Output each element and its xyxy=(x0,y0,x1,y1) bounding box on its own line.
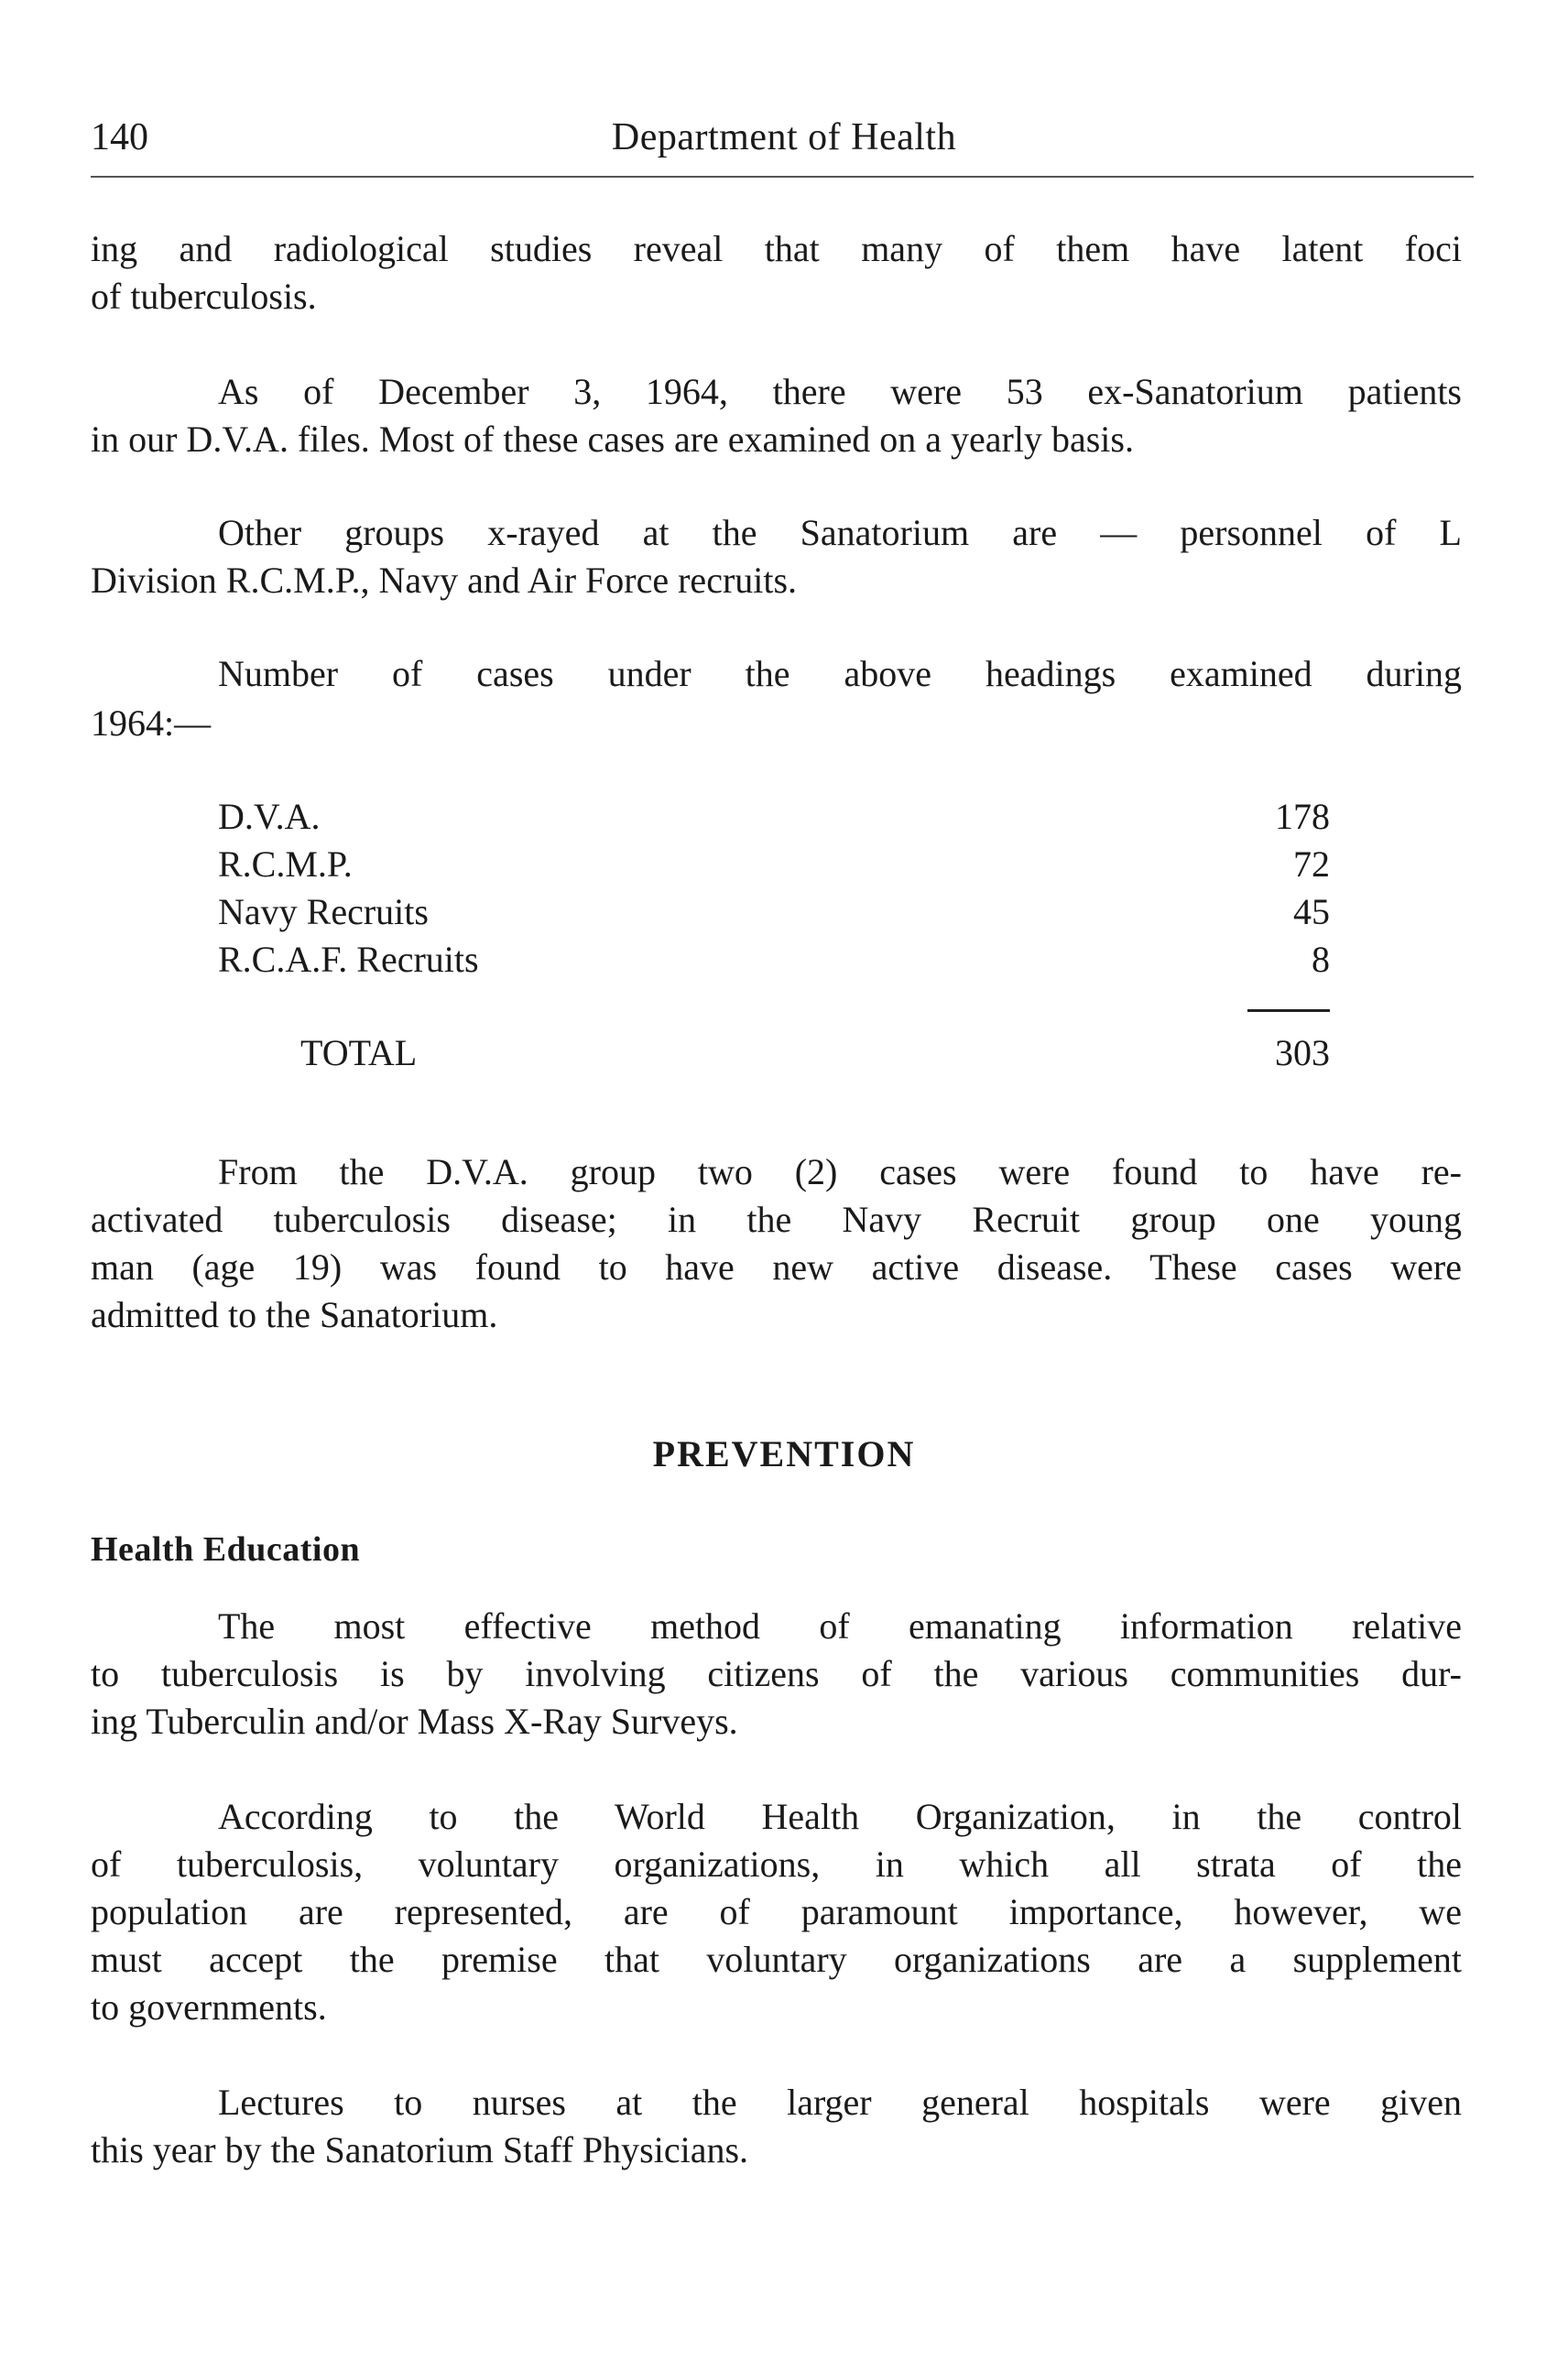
paragraph-line: ing and radiological studies reveal that many of them have latent foci xyxy=(91,228,1462,269)
running-title: Department of Health xyxy=(611,116,957,158)
table-row-value: 72 xyxy=(1293,843,1330,885)
table-row-label: Navy Recruits xyxy=(218,891,429,932)
paragraph-line: According to the World Health Organization, in the control xyxy=(218,1796,1462,1837)
table-row-value: 8 xyxy=(1312,939,1330,980)
paragraph-line: As of December 3, 1964, there were 53 ex-Sanatorium patients xyxy=(218,371,1462,412)
paragraph-line: to tuberculosis is by involving citizens of the various communities dur- xyxy=(91,1653,1462,1694)
paragraph-line: Lectures to nurses at the larger general hospitals were given xyxy=(218,2082,1462,2123)
paragraph-line: man (age 19) was found to have new active disease. These cases were xyxy=(91,1246,1462,1288)
paragraph-line: Division R.C.M.P., Navy and Air Force recruits. xyxy=(91,560,798,601)
table-row-label: D.V.A. xyxy=(218,796,321,837)
subsection-heading-health-education: Health Education xyxy=(91,1530,361,1569)
header-rule xyxy=(91,176,1474,178)
paragraph-line: of tuberculosis. xyxy=(91,276,317,317)
paragraph-line: admitted to the Sanatorium. xyxy=(91,1294,498,1335)
table-row-value: 45 xyxy=(1293,891,1330,932)
table-row-label: R.C.A.F. Recruits xyxy=(218,939,479,980)
table-total-label: TOTAL xyxy=(300,1032,418,1073)
paragraph-line: The most effective method of emanating information relative xyxy=(218,1605,1462,1647)
paragraph-line: From the D.V.A. group two (2) cases were found to have re- xyxy=(218,1151,1462,1192)
paragraph-line: 1964:— xyxy=(91,702,212,744)
section-heading-prevention: PREVENTION xyxy=(652,1433,916,1474)
paragraph-line: to governments. xyxy=(91,1986,327,2028)
paragraph-line: in our D.V.A. files. Most of these cases are examined on a yearly basis. xyxy=(91,419,1134,460)
table-total-value: 303 xyxy=(1275,1032,1330,1073)
table-row-label: R.C.M.P. xyxy=(218,843,353,885)
paragraph-line: population are represented, are of paramount importance, however, we xyxy=(91,1891,1462,1932)
total-rule xyxy=(1247,1009,1330,1012)
paragraph-line: Other groups x-rayed at the Sanatorium are — personnel of L xyxy=(218,512,1462,553)
paragraph-line: Number of cases under the above headings examined during xyxy=(218,653,1462,694)
paragraph-line: this year by the Sanatorium Staff Physicians. xyxy=(91,2129,749,2170)
page-number: 140 xyxy=(91,116,148,158)
paragraph-line: ing Tuberculin and/or Mass X-Ray Surveys. xyxy=(91,1701,738,1742)
paragraph-line: must accept the premise that voluntary organizations are a supplement xyxy=(91,1939,1462,1980)
paragraph-line: of tuberculosis, voluntary organizations, in which all strata of the xyxy=(91,1844,1462,1885)
table-row-value: 178 xyxy=(1275,796,1330,837)
paragraph-line: activated tuberculosis disease; in the Navy Recruit group one young xyxy=(91,1199,1462,1240)
